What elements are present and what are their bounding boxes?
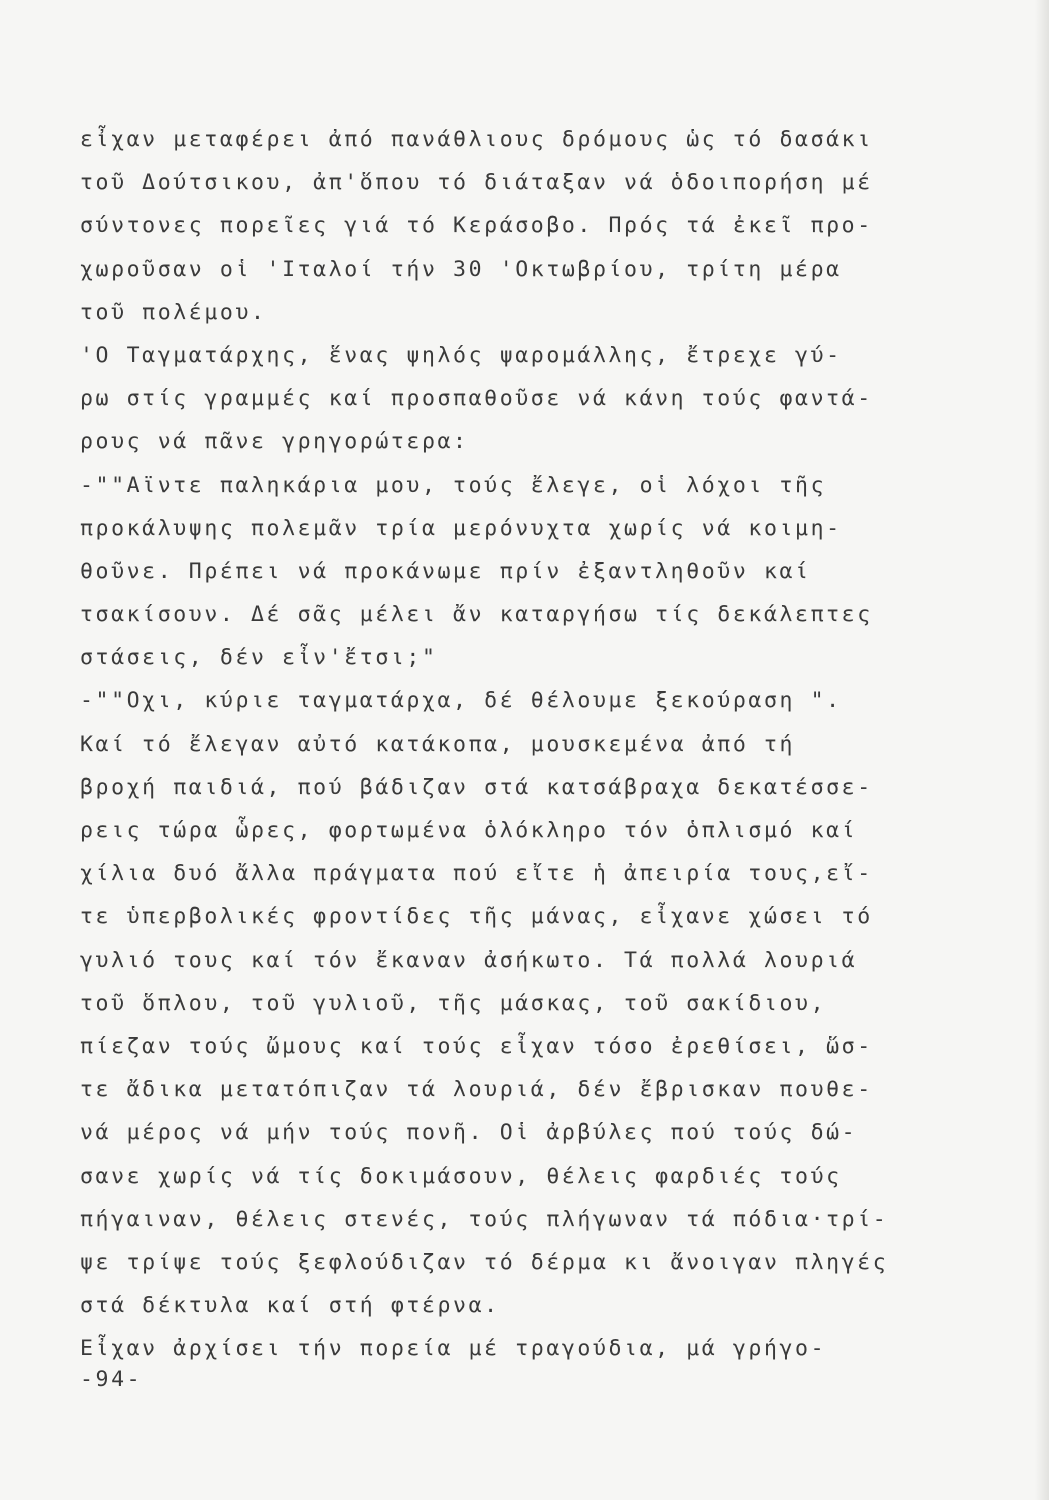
text-line: σύντονες πορεῖες γιά τό Κεράσοβο. Πρός τά ἐκεῖ προ- xyxy=(80,213,873,239)
text-line: ρους νά πᾶνε γρηγορώτερα: xyxy=(80,429,469,455)
text-line: θοῦνε. Πρέπει νά προκάνωμε πρίν ἐξαντληθοῦν καί xyxy=(80,558,811,584)
text-line: -""Αϊντε παληκάρια μου, τούς ἔλεγε, οἱ λόχοι τῆς xyxy=(80,472,827,498)
text-line: πίεζαν τούς ὤμους καί τούς εἶχαν τόσο ἐρεθίσει, ὥσ- xyxy=(80,1033,873,1059)
text-line: σανε χωρίς νά τίς δοκιμάσουν, θέλεις φαρδιές τούς xyxy=(80,1163,842,1189)
text-line: τοῦ Δούτσικου, ἀπ'ὅπου τό διάταξαν νά ὁδοιπορήση μέ xyxy=(80,170,873,196)
text-line: χωροῦσαν οἱ 'Ιταλοί τήν 30 'Οκτωβρίου, τρίτη μέρα xyxy=(80,256,842,282)
body-text xyxy=(80,118,980,1370)
text-line: τσακίσουν. Δέ σᾶς μέλει ἄν καταργήσω τίς δεκάλεπτες xyxy=(80,602,873,628)
text-line: νά μέρος νά μήν τούς πονῆ. Οἱ ἀρβύλες πού τούς δώ- xyxy=(80,1120,858,1146)
text-line: στά δέκτυλα καί στή φτέρνα. xyxy=(80,1293,500,1319)
text-line: ρω στίς γραμμές καί προσπαθοῦσε νά κάνη τούς φαντά- xyxy=(80,386,873,412)
text-line: Εἶχαν ἀρχίσει τήν πορεία μέ τραγούδια, μά γρήγο- xyxy=(80,1336,827,1362)
page-edge-shadow xyxy=(1035,0,1049,1500)
text-line: Καί τό ἔλεγαν αὐτό κατάκοπα, μουσκεμένα ἀπό τή xyxy=(80,731,796,757)
text-line: γυλιό τους καί τόν ἔκαναν ἀσήκωτο. Τά πολλά λουριά xyxy=(80,947,858,973)
text-line: τοῦ ὅπλου, τοῦ γυλιοῦ, τῆς μάσκας, τοῦ σακίδιου, xyxy=(80,990,827,1016)
text-line: 'Ο Ταγματάρχης, ἕνας ψηλός ψαρομάλλης, ἔτρεχε γύ- xyxy=(80,342,842,368)
text-line: βροχή παιδιά, πού βάδιζαν στά κατσάβραχα δεκατέσσε- xyxy=(80,774,873,800)
text-line: τε ἄδικα μετατόπιζαν τά λουριά, δέν ἔβρισκαν πουθε- xyxy=(80,1077,873,1103)
text-line: τε ὑπερβολικές φροντίδες τῆς μάνας, εἶχανε χώσει τό xyxy=(80,904,873,930)
text-line: ρεις τώρα ὧρες, φορτωμένα ὁλόκληρο τόν ὁπλισμό καί xyxy=(80,818,858,843)
text-line: προκάλυψης πολεμᾶν τρία μερόνυχτα χωρίς νά κοιμη- xyxy=(80,515,842,541)
text-line: ψε τρίψε τούς ξεφλούδιζαν τό δέρμα κι ἄνοιγαν πληγές xyxy=(80,1249,889,1275)
text-line: εἶχαν μεταφέρει ἀπό πανάθλιους δρόμους ὡς τό δασάκι xyxy=(80,127,873,152)
text-line: πήγαιναν, θέλεις στενές, τούς πλήγωναν τά πόδια·τρί- xyxy=(80,1206,889,1232)
page-number: -94- xyxy=(80,1367,143,1392)
text-line: τοῦ πολέμου. xyxy=(80,299,267,325)
text-line: χίλια δυό ἄλλα πράγματα πού εἴτε ἡ ἀπειρία τους,εἴ- xyxy=(80,861,873,887)
text-line: -""Οχι, κύριε ταγματάρχα, δέ θέλουμε ξεκούραση ". xyxy=(80,688,842,714)
text-line: στάσεις, δέν εἶν'ἔτσι;" xyxy=(80,645,438,671)
